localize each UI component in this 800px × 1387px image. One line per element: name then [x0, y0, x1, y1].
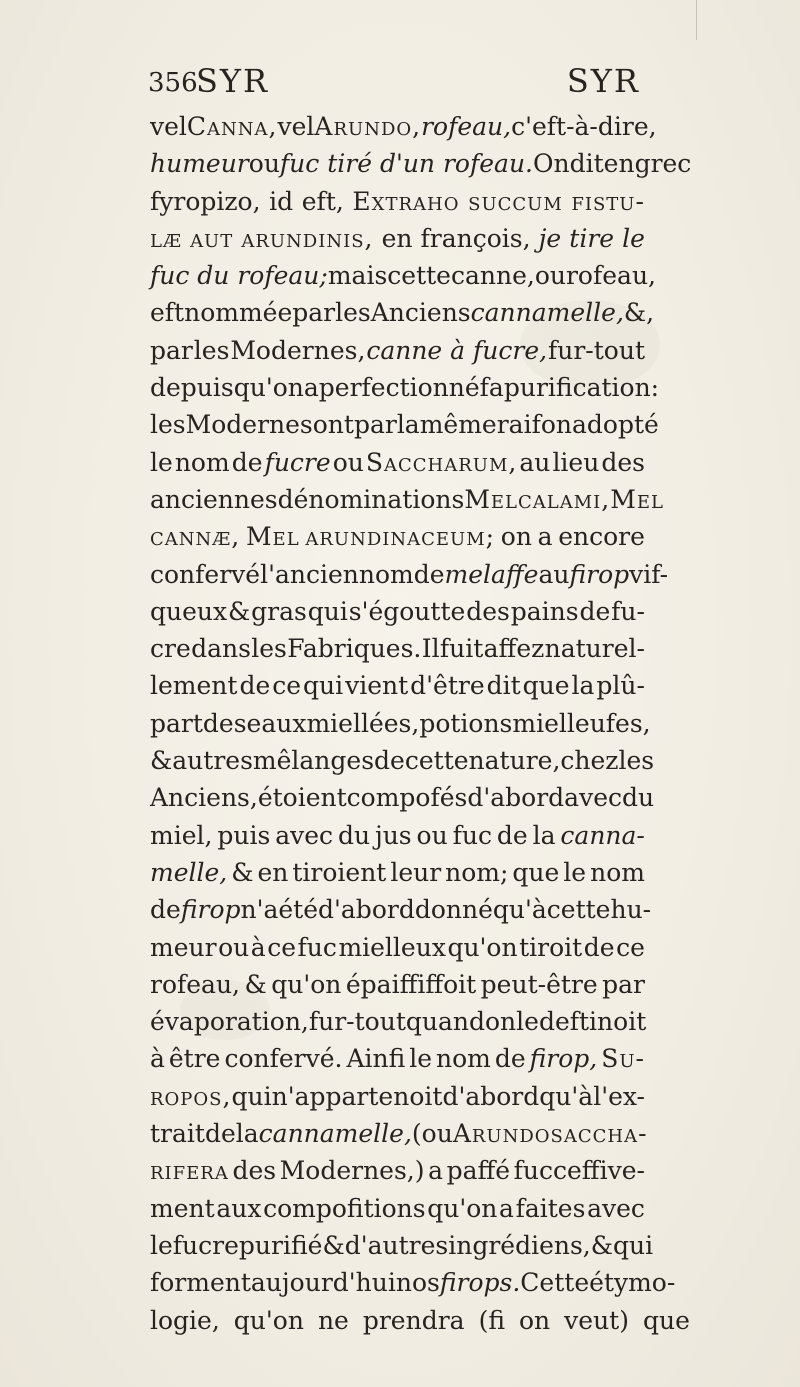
- word: par: [150, 335, 193, 365]
- word: succum: [468, 186, 563, 216]
- word: veut): [564, 1305, 629, 1335]
- word: les: [251, 634, 287, 664]
- word: nom: [436, 1044, 491, 1074]
- word: Saccharum,: [365, 447, 518, 477]
- text-line: [150, 779, 655, 816]
- word: avec: [587, 1193, 645, 1223]
- word: ou: [218, 932, 250, 962]
- word: &: [590, 1230, 614, 1260]
- word: donné: [414, 895, 493, 925]
- word: évaporation,: [150, 1007, 309, 1037]
- word: a: [537, 522, 553, 552]
- word: melle,: [150, 857, 228, 887]
- text-line: [150, 369, 660, 406]
- body-text: [150, 108, 692, 1339]
- text-line: [150, 1003, 645, 1040]
- word: ingrédiens,: [448, 1230, 591, 1260]
- word: grec: [634, 149, 692, 179]
- word: trait: [150, 1119, 205, 1149]
- word: s'égoutte: [348, 596, 466, 626]
- word: des: [202, 708, 247, 738]
- word: purification:: [503, 373, 660, 403]
- word: fuit: [439, 634, 484, 664]
- word: jus: [374, 820, 412, 850]
- word: Su-: [601, 1044, 645, 1074]
- text-line: [150, 145, 692, 182]
- word: a: [303, 373, 319, 403]
- word: faites: [515, 1193, 586, 1223]
- word: dit: [486, 671, 521, 701]
- word: avec: [275, 820, 334, 850]
- word: prendra: [362, 1305, 465, 1335]
- word: aujourd'hui: [250, 1268, 396, 1298]
- word: Arundo,: [314, 112, 422, 141]
- word: qui: [307, 596, 348, 626]
- text-line: [150, 966, 645, 1003]
- word: fucceffive-: [513, 1156, 645, 1186]
- word: naturel-: [544, 634, 645, 664]
- word: rofeau,: [421, 112, 512, 141]
- word: vif-: [629, 559, 669, 589]
- word: (ou: [411, 1119, 453, 1149]
- word: d'être: [410, 671, 485, 701]
- word: quand: [405, 1007, 485, 1037]
- word: canne,: [450, 261, 535, 291]
- word: arundinis,: [241, 223, 374, 253]
- word: aut: [190, 223, 234, 253]
- word: aux: [216, 1193, 262, 1223]
- running-title-left: SYR: [196, 62, 270, 100]
- word: vel: [277, 112, 315, 141]
- word: fur-tout: [308, 1007, 406, 1037]
- running-header: [148, 62, 648, 102]
- word: des: [466, 596, 510, 626]
- word: d'autres: [344, 1230, 449, 1260]
- word: qu'on: [233, 1305, 304, 1335]
- word: fistu-: [571, 186, 645, 216]
- word: affez: [483, 634, 545, 664]
- word: eft: [150, 298, 185, 328]
- word: nom: [174, 447, 230, 477]
- text-line: [150, 742, 655, 779]
- word: les: [618, 746, 655, 776]
- word: nom;: [445, 857, 509, 887]
- text-line: [150, 667, 645, 704]
- word: canna-: [560, 820, 645, 850]
- word: lieu: [552, 447, 600, 477]
- word: fucre: [172, 1230, 239, 1260]
- text-line: [150, 1040, 645, 1077]
- word: fuc: [452, 820, 492, 850]
- word: à: [150, 1044, 165, 1074]
- word: de: [150, 895, 181, 925]
- word: Il: [421, 634, 440, 664]
- text-line: [150, 1152, 645, 1189]
- word: nature,: [468, 746, 561, 776]
- word: françois,: [420, 223, 531, 253]
- word: que: [512, 857, 560, 887]
- text-line: [150, 444, 645, 481]
- word: paffé: [446, 1156, 511, 1186]
- word: des: [232, 1156, 277, 1186]
- word: par: [353, 410, 397, 440]
- page-number: 356: [148, 68, 198, 98]
- word: qui: [303, 671, 344, 701]
- word: fur-tout: [548, 335, 645, 365]
- word: id: [269, 186, 294, 216]
- word: firop,: [529, 1044, 598, 1074]
- word: lement: [150, 671, 238, 701]
- word: épaiffiffoit: [345, 969, 477, 999]
- word: on: [519, 1305, 551, 1335]
- word: confervé: [150, 559, 261, 589]
- word: perfectionné: [318, 373, 480, 403]
- word: dénominations: [277, 484, 465, 514]
- word: Extraho: [352, 186, 460, 216]
- word: firops.: [439, 1268, 521, 1298]
- word: nommée: [184, 298, 293, 328]
- word: adopté: [572, 410, 659, 440]
- word: autres: [172, 746, 253, 776]
- word: l'ancien: [260, 559, 359, 589]
- word: dans: [191, 634, 251, 664]
- word: vient: [345, 671, 409, 701]
- word: humeur: [150, 149, 249, 179]
- word: Mel: [610, 484, 664, 514]
- word: par: [292, 298, 336, 328]
- word: Arundo: [452, 1119, 551, 1149]
- word: nom: [590, 857, 645, 887]
- word: du: [337, 820, 371, 850]
- page-edge-mark: [696, 0, 697, 40]
- text-line: [150, 1227, 654, 1264]
- word: en: [257, 857, 289, 887]
- word: firop: [569, 559, 630, 589]
- word: ce: [267, 932, 297, 962]
- word: fa: [479, 373, 504, 403]
- word: de: [494, 1044, 526, 1074]
- word: fuc du rofeau;: [150, 261, 328, 291]
- word: a: [428, 1156, 443, 1186]
- word: queux: [150, 596, 228, 626]
- word: firop: [180, 895, 241, 925]
- word: Anciens,: [150, 783, 258, 813]
- word: deftinoit: [538, 1007, 647, 1037]
- word: cette: [404, 746, 469, 776]
- word: c'eft-à-dire,: [511, 112, 657, 141]
- word: n'a: [240, 895, 279, 925]
- text-line: [150, 518, 645, 555]
- word: par: [602, 969, 645, 999]
- word: depuis: [150, 373, 234, 403]
- text-line: [150, 332, 645, 369]
- word: logie,: [150, 1305, 220, 1335]
- word: qu'on: [447, 932, 518, 962]
- word: au: [538, 559, 570, 589]
- word: que: [642, 1305, 690, 1335]
- word: le: [563, 857, 587, 887]
- word: qu'on: [427, 1193, 498, 1223]
- word: part: [150, 708, 203, 738]
- word: de: [239, 671, 271, 701]
- word: compofés: [346, 783, 468, 813]
- word: étymo-: [589, 1268, 676, 1298]
- text-line: [150, 705, 651, 742]
- word: arundinaceum;: [305, 522, 496, 552]
- word: mêlanges: [252, 746, 375, 776]
- word: le: [150, 447, 173, 477]
- word: miellées,: [306, 708, 420, 738]
- word: on: [485, 1007, 517, 1037]
- word: Modernes: [185, 410, 313, 440]
- word: qu'on: [271, 969, 342, 999]
- word: à: [250, 932, 266, 962]
- word: la: [532, 820, 556, 850]
- word: d'abord: [467, 783, 565, 813]
- word: Mel: [245, 522, 300, 552]
- word: puis: [217, 820, 271, 850]
- word: læ: [150, 223, 182, 253]
- word: le: [516, 1007, 539, 1037]
- word: au: [519, 447, 551, 477]
- word: qui: [231, 1081, 272, 1111]
- word: Modernes,): [279, 1156, 425, 1186]
- word: en: [603, 149, 635, 179]
- text-line: [150, 929, 645, 966]
- word: nom: [358, 559, 414, 589]
- word: &,: [623, 298, 655, 328]
- text-line: [150, 1078, 645, 1115]
- word: de: [204, 1119, 236, 1149]
- word: eft,: [301, 186, 344, 216]
- word: peut-être: [480, 969, 598, 999]
- word: cannæ,: [150, 522, 241, 552]
- word: cannamelle,: [258, 1119, 412, 1149]
- word: Canna,: [186, 112, 278, 141]
- word: de: [231, 447, 263, 477]
- word: qu'à: [539, 1081, 594, 1111]
- word: qui: [613, 1230, 654, 1260]
- word: raifon: [496, 410, 572, 440]
- word: les: [335, 298, 371, 328]
- text-line: [150, 630, 645, 667]
- text-line: [150, 294, 655, 331]
- word: Modernes,: [230, 335, 366, 365]
- word: je: [538, 223, 562, 253]
- word: hu-: [610, 895, 652, 925]
- word: ou: [332, 447, 364, 477]
- word: les: [150, 410, 186, 440]
- word: anciennes: [150, 484, 278, 514]
- word: compofitions: [263, 1193, 426, 1223]
- word: l'ex-: [593, 1081, 645, 1111]
- word: qu'à: [492, 895, 547, 925]
- word: fuc tiré d'un rofeau.: [279, 149, 533, 179]
- word: des: [601, 447, 645, 477]
- word: de: [496, 820, 528, 850]
- word: encore: [558, 522, 645, 552]
- word: dit: [569, 149, 604, 179]
- word: saccha-: [550, 1119, 648, 1149]
- word: d'abord: [442, 1081, 540, 1111]
- word: le: [409, 1044, 433, 1074]
- word: du: [622, 783, 655, 813]
- word: &: [244, 969, 267, 999]
- word: &: [231, 857, 254, 887]
- word: on: [500, 522, 532, 552]
- word: confervé.: [224, 1044, 343, 1074]
- word: de: [579, 596, 611, 626]
- word: meur: [150, 932, 217, 962]
- word: &: [228, 596, 251, 626]
- word: tire: [569, 223, 615, 253]
- word: Anciens: [370, 298, 471, 328]
- word: le: [622, 223, 645, 253]
- text-line: [150, 854, 645, 891]
- word: tiroit: [519, 932, 583, 962]
- text-line: [150, 1190, 645, 1227]
- word: Fabriques.: [287, 634, 422, 664]
- text-line: [150, 1302, 690, 1339]
- word: la: [396, 410, 420, 440]
- word: étoient: [257, 783, 347, 813]
- word: n'appartenoit: [271, 1081, 443, 1111]
- word: gras: [251, 596, 307, 626]
- word: potions: [419, 708, 513, 738]
- word: les: [193, 335, 230, 365]
- word: fu-: [611, 596, 645, 626]
- word: en: [381, 223, 413, 253]
- word: rofeau,: [565, 261, 656, 291]
- word: melaffe: [444, 559, 539, 589]
- word: la: [235, 1119, 259, 1149]
- word: ou: [534, 261, 566, 291]
- word: nos: [395, 1268, 440, 1298]
- word: la: [571, 671, 595, 701]
- word: Mel: [464, 484, 519, 514]
- word: leur: [390, 857, 442, 887]
- word: été: [278, 895, 319, 925]
- text-line: [150, 593, 645, 630]
- word: (fi: [478, 1305, 505, 1335]
- running-title-right: SYR: [566, 62, 640, 100]
- text-line: [150, 481, 664, 518]
- word: Ainfi: [346, 1044, 406, 1074]
- word: On: [533, 149, 570, 179]
- word: fyropizo,: [150, 186, 261, 216]
- word: mielleufes,: [512, 708, 651, 738]
- text-line: [150, 220, 645, 257]
- word: ne: [317, 1305, 349, 1335]
- word: Cette: [520, 1268, 590, 1298]
- word: cannamelle,: [470, 298, 624, 328]
- text-line: [150, 1264, 676, 1301]
- word: de: [413, 559, 445, 589]
- text-line: [150, 556, 669, 593]
- word: de: [374, 746, 405, 776]
- text-line: [150, 817, 645, 854]
- text-line: [150, 891, 652, 928]
- text-line: [150, 183, 645, 220]
- word: être: [168, 1044, 221, 1074]
- word: ce: [272, 671, 302, 701]
- word: avec: [564, 783, 622, 813]
- word: ropos,: [150, 1081, 232, 1111]
- word: qu'on: [233, 373, 304, 403]
- word: eaux: [246, 708, 307, 738]
- word: a: [499, 1193, 514, 1223]
- word: forment: [150, 1268, 251, 1298]
- word: cre: [150, 634, 191, 664]
- word: vel: [150, 112, 187, 141]
- word: mielleux: [338, 932, 446, 962]
- text-line: [150, 1115, 648, 1152]
- word: ment: [150, 1193, 215, 1223]
- word: le: [150, 1230, 173, 1260]
- word: miel,: [150, 820, 213, 850]
- word: d'abord: [318, 895, 415, 925]
- word: tiroient: [292, 857, 387, 887]
- word: ont: [312, 410, 354, 440]
- word: &: [150, 746, 173, 776]
- word: que: [522, 671, 570, 701]
- word: cette: [387, 261, 451, 291]
- word: chez: [560, 746, 619, 776]
- word: &: [322, 1230, 345, 1260]
- word: de: [583, 932, 615, 962]
- word: cette: [546, 895, 611, 925]
- word: mais: [327, 261, 388, 291]
- word: ou: [416, 820, 448, 850]
- word: ou: [248, 149, 280, 179]
- word: pains: [510, 596, 579, 626]
- word: même: [419, 410, 497, 440]
- word: ce: [616, 932, 645, 962]
- text-line: [150, 257, 656, 294]
- word: calami,: [518, 484, 611, 514]
- text-line: [150, 108, 657, 145]
- word: rifera: [150, 1156, 229, 1186]
- word: canne à fucre,: [366, 335, 548, 365]
- word: fuc: [297, 932, 337, 962]
- word: rofeau,: [150, 969, 241, 999]
- word: fucre: [264, 447, 331, 477]
- word: plû-: [596, 671, 645, 701]
- word: purifié: [238, 1230, 323, 1260]
- text-line: [150, 406, 659, 443]
